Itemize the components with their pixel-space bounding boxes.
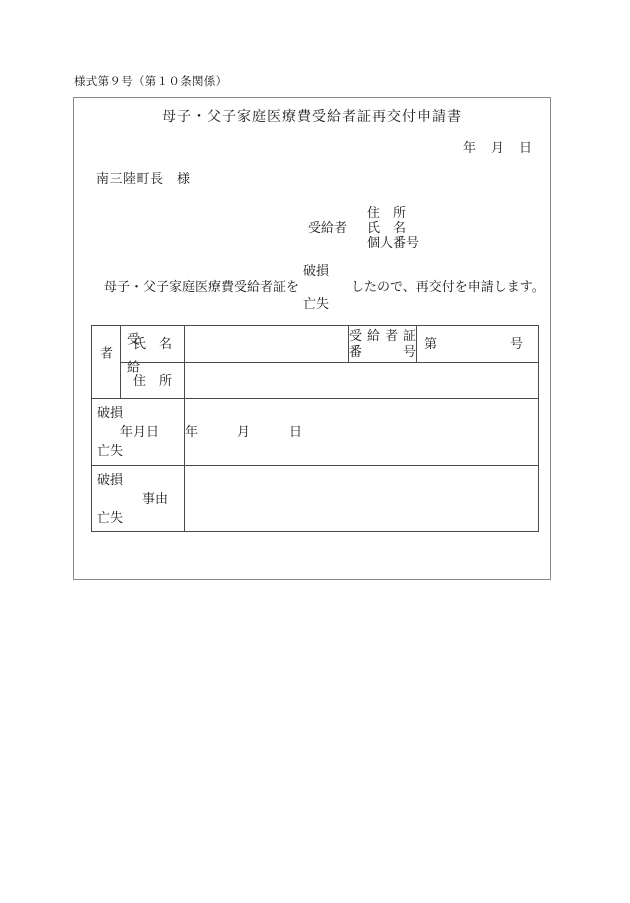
cert-number-label-line1: 受給者証 (349, 328, 416, 343)
applicant-fields (367, 205, 419, 250)
incident-reason-option-lost: 亡失 (97, 509, 124, 525)
incident-date-label: 年月日 (120, 424, 160, 440)
incident-date-option-lost: 亡失 (97, 443, 124, 459)
statement-tail: したので、再交付を申請します。 (351, 279, 545, 295)
address-label-cell: 住 所 (121, 363, 185, 399)
applicant-personal-number-label: 個人番号 (367, 235, 420, 250)
recipient-group-cell (92, 326, 140, 399)
cert-number-prefix: 第 (424, 336, 438, 352)
incident-reason-label: 事由 (142, 490, 169, 506)
statement-option-damaged: 破損 (303, 263, 330, 278)
applicant-address-label: 住 所 (367, 205, 407, 220)
application-date-placeholder: 年 月 日 (462, 140, 533, 155)
incident-date-option-damaged: 破損 (97, 405, 124, 420)
name-label-cell: 氏 名 (121, 326, 185, 363)
recipient-group-label: 受給者 (98, 332, 140, 389)
cert-number-label-line2: 番 号 (349, 344, 416, 359)
form-number-label: 様式第９号（第１０条関係） (74, 76, 228, 88)
address-value-cell (185, 363, 539, 399)
recipient-table (91, 325, 539, 532)
form-border-box (73, 97, 551, 580)
incident-reason-value-cell (185, 466, 539, 532)
incident-date-value-cell: 年 月 日 (185, 399, 539, 466)
applicant-name-label: 氏 名 (367, 220, 407, 235)
incident-reason-option-damaged: 破損 (97, 471, 124, 487)
application-statement (104, 263, 545, 311)
addressee-line: 南三陸町長 様 (96, 171, 191, 186)
name-value-cell (185, 326, 349, 363)
statement-option-lost: 亡失 (303, 295, 330, 311)
statement-option-stack (303, 263, 329, 311)
cert-number-value-cell (417, 326, 539, 363)
statement-lead: 母子・父子家庭医療費受給者証を (104, 279, 300, 295)
form-title: 母子・父子家庭医療費受給者証再交付申請書 (162, 110, 462, 125)
applicant-group-label: 受給者 (308, 219, 348, 235)
incident-reason-header-cell (92, 466, 185, 532)
incident-date-header-cell (92, 399, 185, 466)
cert-number-suffix: 号 (509, 336, 523, 352)
cert-number-label-cell (349, 326, 417, 363)
applicant-block (308, 205, 419, 250)
